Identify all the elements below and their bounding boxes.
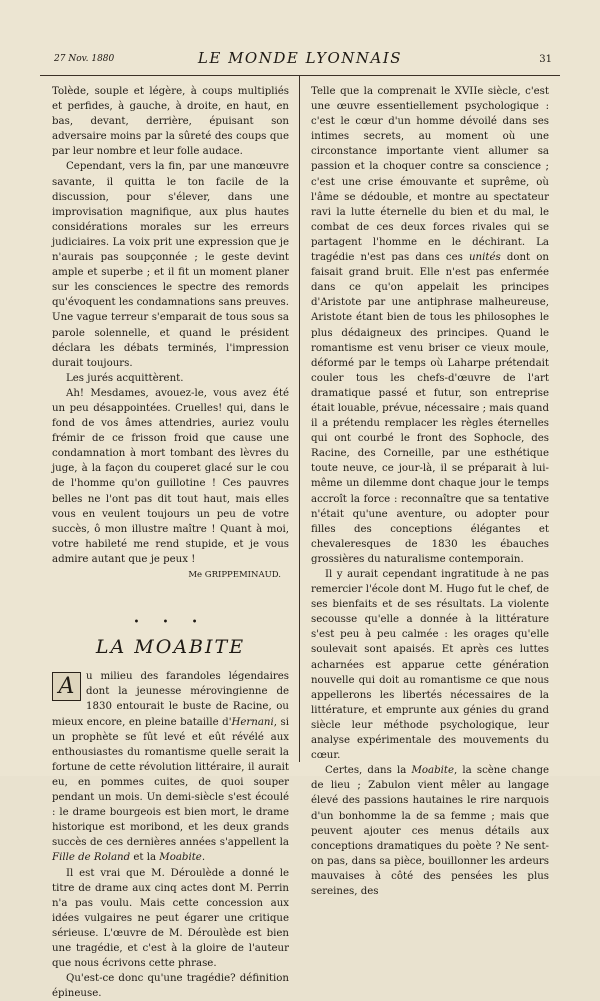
left-paragraph-4: Ah! Mesdames, avouez-le, vous avez été un peu désappointées. Cruelles! qui, dans le fond de vos âmes attendries, auriez voulu frémir de ce frisson froid que cause une condamnation à mort tombant des lèvres du juge, à la façon du couperet glacé sur le cou de l'homme qu'on guillotine ! Ces pauvres belles ne l'ont pas dit tout haut, mais elles vous en veulent toujours un peu de votre succès, ô mon illustre maître ! Quant à moi, votre habileté me rend stupide, et je vous admire autant que je peux ! [52, 387, 289, 565]
header-date: 27 Nov. 1880 [54, 54, 115, 64]
left-paragraph-3: Les jurés acquittèrent. [66, 372, 184, 384]
page-number: 31 [539, 54, 552, 65]
column-divider [299, 76, 300, 762]
masthead-title: LE MONDE LYONNAIS [197, 49, 403, 67]
drop-cap: A [52, 672, 81, 701]
left-column [52, 84, 289, 1001]
left-paragraph-2: Cependant, vers la fin, par une manœuvre savante, il quitta le ton facile de la discussion, pour s'élever, dans une improvisation magnifique, aux plus hautes considérations morales sur les erreurs judiciaires. La voix prit une expression que je n'aurais pas soupçonnée ; le geste devint ample et superbe ; et il fit un moment planer sur les consciences le spectre des remords qu'évoquent les condamnations sans preuves. Une vague terreur s'emparait de tous sous sa parole solennelle, et quand le président déclara les débats terminés, l'impression durait toujours. [52, 161, 289, 369]
author-signature: Me GRIPPEMINAUD. [188, 570, 281, 580]
right-paragraph-1: Telle que la comprenait le XVIIe siècle, c'est une œuvre essentiellement psychologique : c'est le cœur d'un homme dévoilé dans ses intimes secrets, au moment où une circonstance importante vient allumer sa passion et la choquer contre sa conscience ; c'est une crise émouvante et suprême, où l'âme se dédouble, et montre au spectateur ravi la lutte éternelle du bien et du mal, le combat de ces deux forces rivales qui se partagent l'homme en le déchirant. La tragédie n'est pas dans ces unités dont on faisait grand bruit. Elle n'est pas enfermée dans ce qu'on appelait les principes d'Aristote par une antiphrase malheureuse, Aristote étant bien de tous les philosophes le plus dédaigneux des principes. Quand le romantisme est venu briser ce vieux moule, déformé par le temps où Laharpe prétendait couler tous les chefs-d'œuvre de l'art dramatique passé et futur, son entreprise était louable, prévue, nécessaire ; mais quand il a prétendu remplacer les règles éternelles qui ont courbé le front des Sophocle, des Racine, des Corneille, par une esthétique toute neuve, ce jour-là, il se préparait à lui-même un dilemme dont chaque jour le temps accroît la force : reconnaître que sa tentative n'était qu'une aventure, ou adopter pour filles des conceptions élégantes et chevaleresques de 1830 les ébauches grossières du naturalisme contemporain. [311, 86, 549, 565]
section-ornament: • • • [133, 617, 208, 629]
right-paragraph-2: Il y aurait cependant ingratitude à ne pas remercier l'école dont M. Hugo fut le chef, de ses bienfaits et de ses résultats. La violente secousse qu'elle a donnée à la littérature s'est peu à peu calmée : les orages qu'elle soulevait sont apaisés. Et après ces luttes acharnées est apparue cette génération nouvelle qui doit au romantisme ce que nous appellerons les libertés nécessaires de la littérature, et emprunte aux génies du grand siècle leur méthode psychologique, leur analyse expérimentale des mouvements du cœur. [311, 569, 549, 762]
left-paragraph-7: Qu'est-ce donc qu'une tragédie? définition épineuse. [52, 973, 289, 1000]
section-title: LA MOABITE [95, 636, 246, 659]
left-paragraph-1: Tolède, souple et légère, à coups multipliés et perfides, à gauche, à droite, en haut, en bas, devant, derrière, épuisant son adversaire moins par la sûreté des coups que par leur nombre et leur folle audace. [52, 86, 289, 158]
page-header [40, 44, 560, 74]
left-paragraph-6: Il est vrai que M. Déroulède a donné le titre de drame aux cinq actes dont M. Perrin n'a pas voulu. Mais cette concession aux idées vulgaires ne peut égarer une critique sérieuse. L'œuvre de M. Déroulède est bien une tragédie, et c'est à la gloire de l'auteur que nous écrivons cette phrase. [52, 867, 289, 970]
header-rule [40, 75, 560, 76]
right-paragraph-3: Certes, dans la Moabite, la scène change de lieu ; Zabulon vient mêler au langage élevé des passions hautaines le rire narquois d'un bonhomme la de sa femme ; mais que peuvent ajouter ces menus détails aux conceptions dramatiques du poète ? Ne sent-on pas, dans sa pièce, bouillonner les ardeurs mauvaises à côté des pensées les plus sereines, des [311, 765, 549, 897]
left-paragraph-5: A u milieu des farandoles légendaires dont la jeunesse mérovingienne de 1830 entourait le buste de Racine, ou mieux encore, en pleine bataille d'Hernani, si un prophète se fût levé et eût révélé aux enthousiastes du romantisme quelle serait la fortune de cette révolution littéraire, il aurait eu, en pommes cuites, de quoi souper pendant un mois. Un demi-siècle s'est écoulé : le drame bourgeois est bien mort, le drame historique est moribond, et les deux grands succès de ces dernières années s'appellent la Fille de Roland et la Moabite. [52, 671, 289, 864]
right-column [311, 84, 549, 899]
